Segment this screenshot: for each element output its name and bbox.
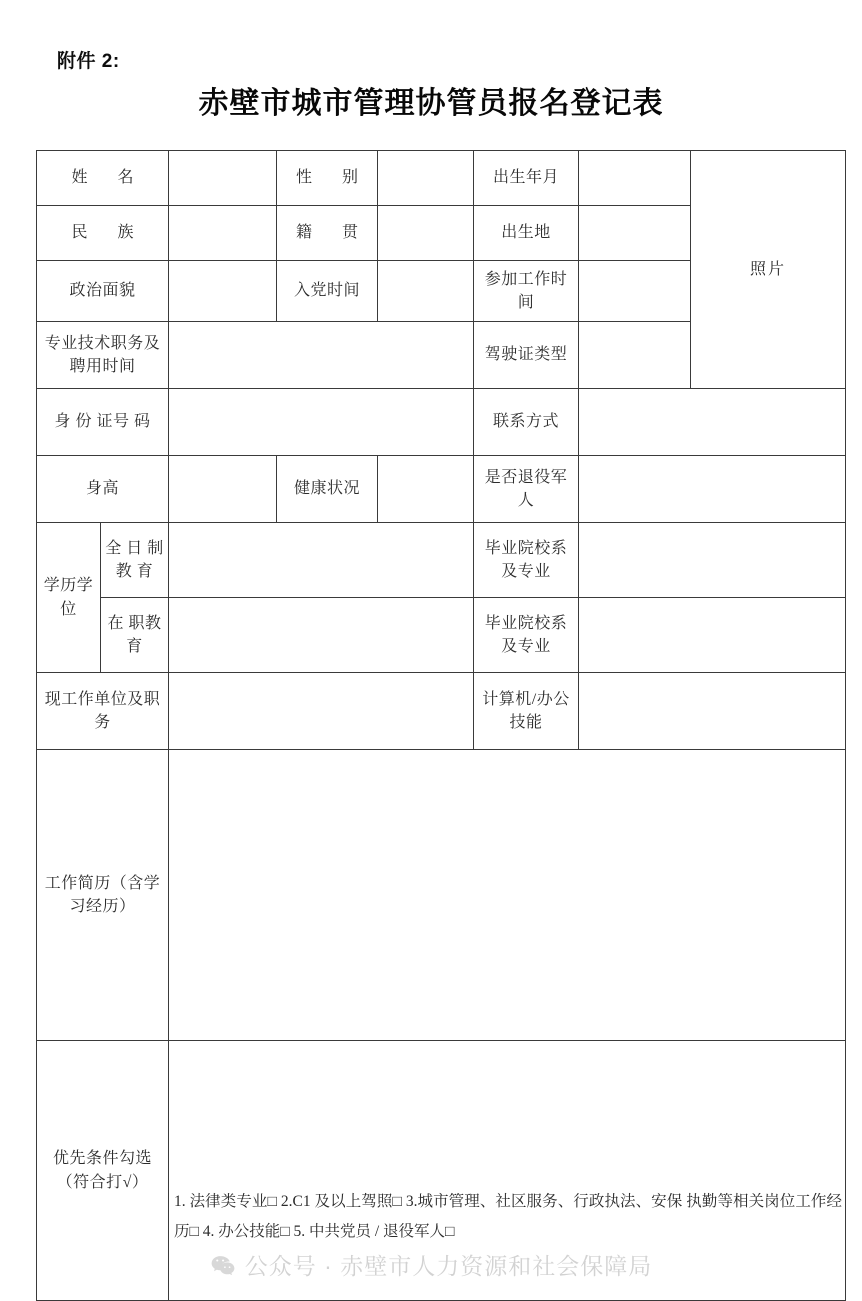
field-value-party-join-time[interactable] [378,261,474,322]
field-label-native-place: 籍 贯 [277,206,378,261]
field-label-computer-skill: 计算机/办公技能 [474,673,579,750]
field-label-work-history: 工作简历（含学习经历） [37,750,169,1041]
field-label-name: 姓 名 [37,151,169,206]
field-label-work-start-time: 参加工作时间 [474,261,579,322]
field-value-native-place[interactable] [378,206,474,261]
field-label-inservice-school: 毕业院校系及专业 [474,598,579,673]
field-label-party-join-time: 入党时间 [277,261,378,322]
field-label-birth-place: 出生地 [474,206,579,261]
registration-form-table [36,150,846,1301]
field-value-political-status[interactable] [169,261,277,322]
photo-cell[interactable]: 照片 [691,151,846,389]
field-label-inservice-education: 在 职教 育 [101,598,169,673]
field-value-birth-place[interactable] [579,206,691,261]
table-row [37,389,846,456]
field-label-education-degree: 学历学位 [37,523,101,673]
field-label-contact: 联系方式 [474,389,579,456]
field-value-work-history[interactable] [169,750,846,1041]
field-value-computer-skill[interactable] [579,673,846,750]
field-value-ethnicity[interactable] [169,206,277,261]
field-value-driver-license[interactable] [579,322,691,389]
field-label-political-status: 政治面貌 [37,261,169,322]
priority-line-2: 执勤等相关岗位工作经历□ 4. 办公技能□ 5. 中共党员 / 退役军人□ [174,1193,842,1240]
attachment-label: 附件 2: [57,51,120,72]
table-row [37,1041,846,1301]
field-value-health[interactable] [378,456,474,523]
field-label-id-number: 身 份 证号 码 [37,389,169,456]
field-label-gender: 性 别 [277,151,378,206]
field-label-fulltime-school: 毕业院校系及专业 [474,523,579,598]
field-label-priority: 优先条件勾选（符合打√） [37,1041,169,1301]
field-label-fulltime-education: 全 日 制教 育 [101,523,169,598]
field-value-priority[interactable] [169,1041,846,1301]
field-value-fulltime-school[interactable] [579,523,846,598]
field-label-health: 健康状况 [277,456,378,523]
field-value-height[interactable] [169,456,277,523]
field-label-veteran: 是否退役军人 [474,456,579,523]
field-value-contact[interactable] [579,389,846,456]
table-row [37,673,846,750]
table-row [37,750,846,1041]
field-label-birth-date: 出生年月 [474,151,579,206]
field-label-ethnicity: 民 族 [37,206,169,261]
page-title: 赤壁市城市管理协管员报名登记表 [198,87,664,120]
field-value-work-start-time[interactable] [579,261,691,322]
field-value-veteran[interactable] [579,456,846,523]
table-row [37,598,846,673]
field-value-name[interactable] [169,151,277,206]
field-label-current-unit: 现工作单位及职务 [37,673,169,750]
watermark-text: 公众号 · 赤壁市人力资源和社会保障局 [244,1253,653,1279]
priority-line-1: 1. 法律类专业□ 2.C1 及以上驾照□ 3.城市管理、社区服务、行政执法、安保 [174,1193,683,1211]
table-row [37,523,846,598]
field-value-current-unit[interactable] [169,673,474,750]
field-value-inservice-education[interactable] [169,598,474,673]
priority-options-text [172,1095,842,1246]
table-row [37,151,846,206]
field-value-gender[interactable] [378,151,474,206]
field-value-inservice-school[interactable] [579,598,846,673]
field-label-height: 身高 [37,456,169,523]
field-value-fulltime-education[interactable] [169,523,474,598]
field-label-driver-license: 驾驶证类型 [474,322,579,389]
field-value-birth-date[interactable] [579,151,691,206]
field-value-id-number[interactable] [169,389,474,456]
field-label-professional-title: 专业技术职务及聘用时间 [37,322,169,389]
field-value-professional-title[interactable] [169,322,474,389]
table-row [37,456,846,523]
